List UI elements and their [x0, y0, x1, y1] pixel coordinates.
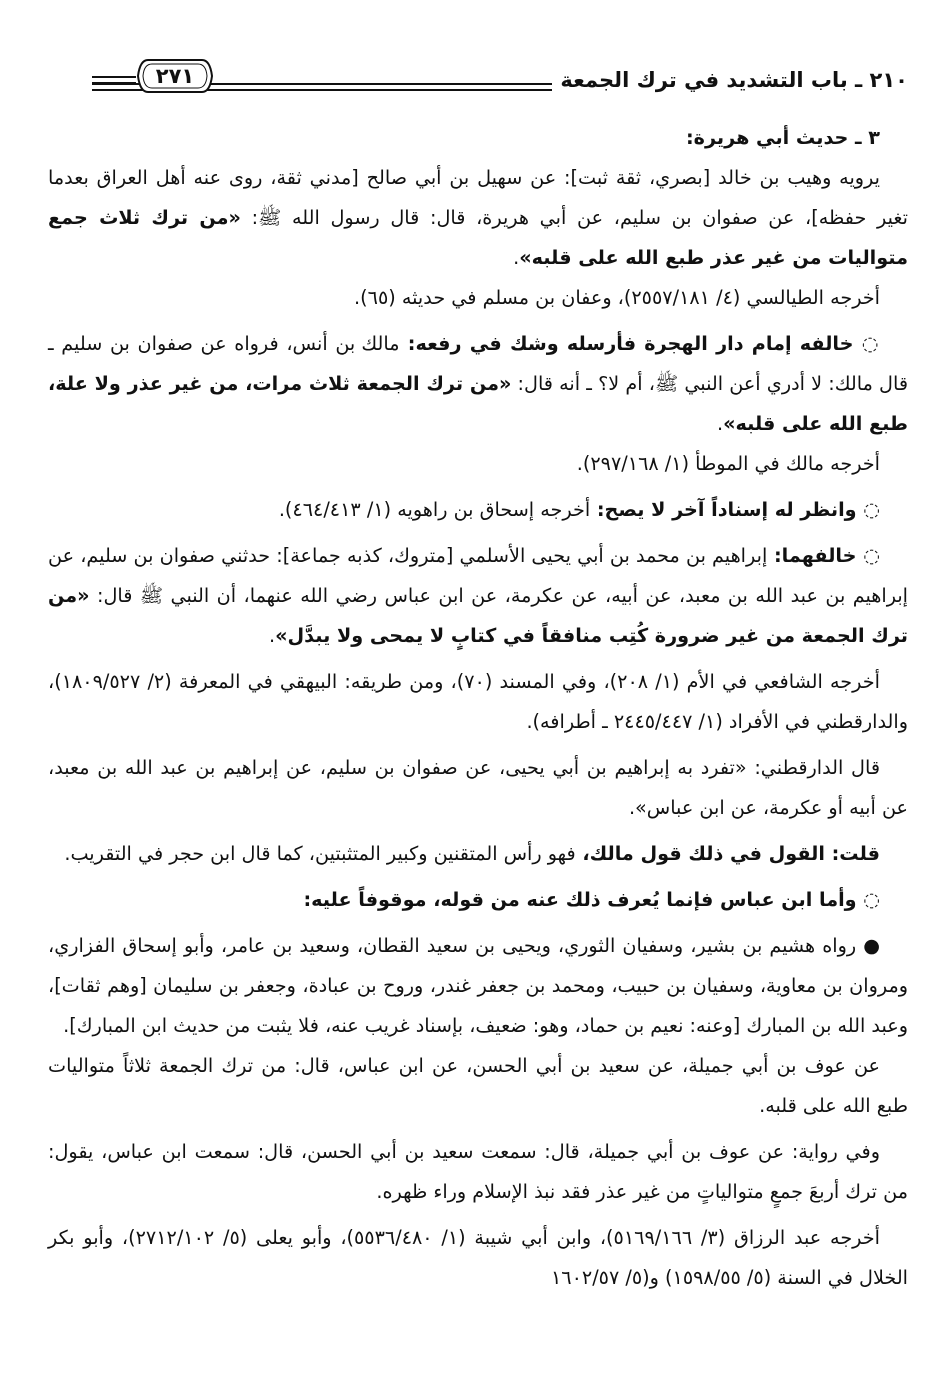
paragraph: [48, 1132, 908, 1212]
text-run: عن عوف بن أبي جميلة، عن سعيد بن أبي الحسن، عن ابن عباس، قال: من ترك الجمعة ثلاثاً متواليات طبع الله على قلبه.: [48, 1054, 908, 1117]
paragraph: [48, 1046, 908, 1126]
text-run: .: [716, 412, 724, 435]
paragraph: [48, 324, 908, 444]
paragraph: [48, 834, 908, 874]
paragraph: [48, 1218, 908, 1298]
emphasis-text: ٣ ـ حديث أبي هريرة:: [686, 126, 880, 149]
text-run: إبراهيم بن محمد بن أبي يحيى الأسلمي [متروك، كذبه جماعة]: حدثني صفوان بن سليم، عن إبراهيم بن عبد الله بن معبد، عن أبيه، عن عكرمة، عن ابن عباس رضي الله عنهما، أن النبي ﷺ قال:: [48, 544, 908, 607]
text-run: أخرجه الطيالسي (٤/ ٢٥٥٧/١٨١)، وعفان بن مسلم في حديثه (٦٥).: [354, 286, 880, 309]
text-run: .: [269, 624, 276, 647]
section-heading: [48, 118, 908, 158]
emphasis-text: ◌ خالفه إمام دار الهجرة فأرسله وشك في رفعه:: [399, 332, 881, 355]
paragraph: [48, 536, 908, 656]
paragraph: [48, 490, 908, 530]
page-number-badge: [136, 56, 214, 96]
page-number: ٢٧١: [155, 64, 195, 88]
running-title: ٢١٠ ـ باب التشديد في ترك الجمعة: [560, 68, 908, 92]
text-run: مالك بن أنس، فرواه عن صفوان بن سليم ـ قال مالك: لا أدري أعن النبي ﷺ، أم لا؟ ـ أنه قال:: [48, 332, 908, 395]
text-run: أخرجه إسحاق بن راهويه (١/ ٤٦٤/٤١٣).: [278, 498, 591, 521]
paragraph: [48, 444, 908, 484]
emphasis-text: ◌ وأما ابن عباس فإنما يُعرف ذلك عنه من قوله، موقوفاً عليه:: [303, 888, 880, 911]
paragraph: [48, 748, 908, 828]
paragraph: [48, 880, 908, 920]
text-run: ● رواه هشيم بن بشير، وسفيان الثوري، ويحيى بن سعيد القطان، وسعيد بن عامر، وأبو إسحاق الفزاري، ومروان بن معاوية، وسفيان بن حبيب، ومحمد بن جعفر غندر، وروح بن عبادة، وجعفر بن سليمان [وهم ثقات]، وعبد الله بن المبارك [وعنه: نعيم بن حماد، وهو: ضعيف، بإسناد غريب عنه، فلا يثبت من حديث ابن المبارك].: [48, 934, 908, 1037]
paragraph: [48, 662, 908, 742]
emphasis-text: ◌ خالفهما:: [767, 544, 880, 567]
emphasis-text: قلت:: [824, 842, 880, 865]
page-header: [92, 48, 908, 98]
text-run: أخرجه عبد الرزاق (٣/ ٥١٦٩/١٦٦)، وابن أبي شيبة (١/ ٥٥٣٦/٤٨٠)، وأبو يعلى (٥/ ٢٧١٢/١٠٢)، وأبو بكر الخلال في السنة (٥/ ١٥٩٨/٥٥) و(٥/ ١٦٠٢/٥٧: [48, 1226, 908, 1289]
page-body: [48, 118, 908, 1361]
emphasis-text: «من ترك الجمعة من غير ضرورة كُتِب منافقاً في كتابٍ لا يمحى ولا يبدَّل»: [48, 584, 908, 647]
text-run: .: [513, 246, 520, 269]
header-rule-left: [92, 76, 136, 84]
text-run: يرويه وهيب بن خالد [بصري، ثقة ثبت]: عن سهيل بن أبي صالح [مدني ثقة، روى عنه أهل العراق بعدما تغير حفظه]، عن صفوان بن سليم، عن أبي هريرة، قال: قال رسول الله ﷺ:: [48, 166, 908, 229]
emphasis-text: «من ترك ثلاث جمع متواليات من غير عذر طبع الله على قلبه»: [48, 206, 908, 269]
text-run: فهو رأس المتقنين وكبير المتثبتين، كما قال ابن حجر في التقريب.: [64, 842, 576, 865]
emphasis-text: «من ترك الجمعة ثلاث مرات، من غير عذر ولا علة، طبع الله على قلبه»: [48, 372, 908, 435]
emphasis-text: ◌ وانظر له إسناداً آخر لا يصح:: [590, 498, 880, 521]
emphasis-text: القول في ذلك قول مالك،: [575, 842, 825, 865]
text-run: أخرجه مالك في الموطأ (١/ ٢٩٧/١٦٨).: [576, 452, 880, 475]
text-run: وفي رواية: عن عوف بن أبي جميلة، قال: سمعت سعيد بن أبي الحسن، قال: سمعت ابن عباس، يقول: من ترك أربعَ جمعٍ متوالياتٍ من غير عذر فقد نبذ الإسلام وراء ظهره.: [48, 1140, 908, 1203]
paragraph: [48, 278, 908, 318]
paragraph: [48, 158, 908, 278]
text-run: أخرجه الشافعي في الأم (١/ ٢٠٨)، وفي المسند (٧٠)، ومن طريقه: البيهقي في المعرفة (٢/ ١٨٠٩/٥٢٧)، والدارقطني في الأفراد (١/ ٢٤٤٥/٤٤٧ ـ أطرافه).: [48, 670, 908, 733]
paragraph: [48, 926, 908, 1046]
text-run: قال الدارقطني: «تفرد به إبراهيم بن أبي يحيى، عن صفوان بن سليم، عن إبراهيم بن عبد الله بن معبد، عن أبيه أو عكرمة، عن ابن عباس».: [48, 756, 908, 819]
